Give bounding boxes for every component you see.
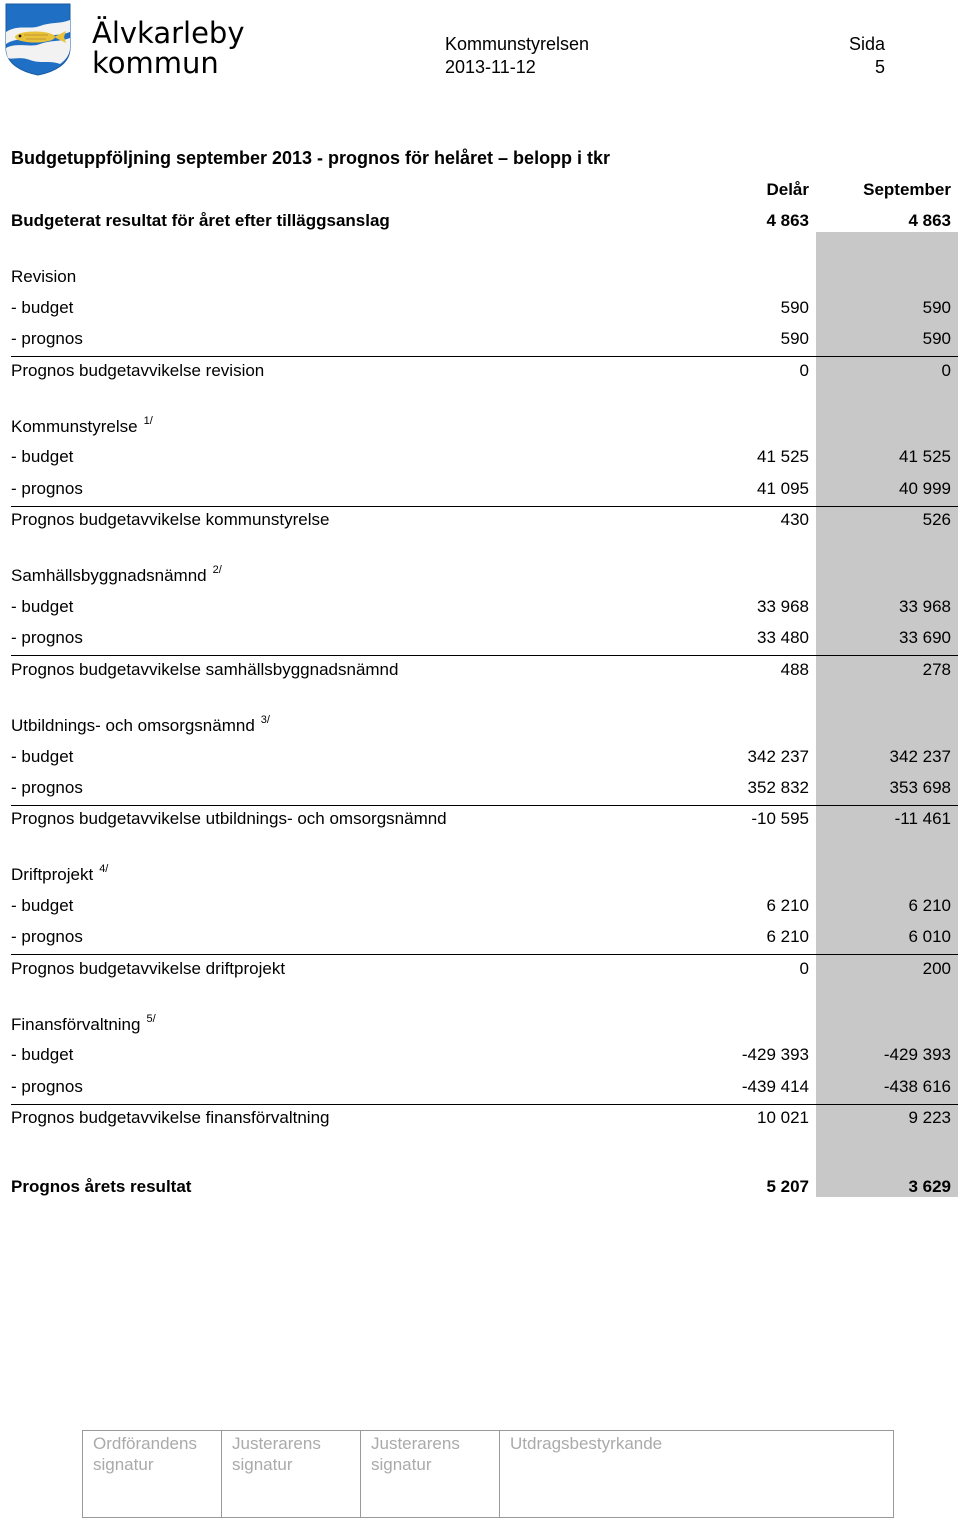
september-value: -438 616 <box>883 1077 951 1096</box>
signature-cell-sublabel: signatur <box>371 1455 432 1474</box>
column-header-september: September <box>863 180 951 199</box>
table-row <box>11 1076 951 1098</box>
subtotal-rule <box>11 356 958 357</box>
row-label-text: Budgeterat resultat för året efter tilläggsanslag <box>11 211 390 230</box>
section-heading-row <box>11 416 951 438</box>
row-label <box>11 328 83 350</box>
row-label <box>11 808 447 830</box>
table-row <box>11 777 951 799</box>
september-value: 41 525 <box>899 447 951 466</box>
signature-cell-certification <box>500 1431 893 1517</box>
section-heading-row <box>11 715 951 737</box>
row-label-text: - prognos <box>11 628 83 647</box>
row-label-text: - budget <box>11 597 74 616</box>
delar-value: 6 210 <box>766 896 809 915</box>
september-value: 278 <box>922 660 951 679</box>
september-value: 353 698 <box>889 778 951 797</box>
delar-value: 5 207 <box>766 1177 809 1196</box>
delar-value: 352 832 <box>747 778 809 797</box>
table-row <box>11 328 951 350</box>
row-label <box>11 958 285 980</box>
column-header-row <box>11 179 951 201</box>
subtotal-rule <box>11 655 958 656</box>
page-label: Sida <box>848 34 885 54</box>
table-row <box>11 958 951 980</box>
organization-name <box>92 18 245 78</box>
delar-value: 590 <box>780 329 809 348</box>
document-date: 2013-11-12 <box>445 57 536 77</box>
delar-value: -429 393 <box>741 1045 809 1064</box>
september-value: 3 629 <box>908 1177 951 1196</box>
section-heading-row <box>11 864 951 886</box>
delar-value: 33 480 <box>757 628 809 647</box>
row-label <box>11 777 83 799</box>
signature-cell-adjuster-1 <box>222 1431 361 1517</box>
row-label-text: - budget <box>11 747 74 766</box>
row-label-text: Prognos budgetavvikelse revision <box>11 361 265 380</box>
table-row <box>11 895 951 917</box>
delar-value: 0 <box>799 959 809 978</box>
september-value: 590 <box>922 298 951 317</box>
row-label-text: - budget <box>11 1045 74 1064</box>
organization-name-line1: Älvkarleby <box>92 16 245 50</box>
september-value: 33 968 <box>899 597 951 616</box>
row-label <box>11 266 76 288</box>
footnote-marker: 3/ <box>260 714 270 726</box>
delar-value: -10 595 <box>751 809 809 828</box>
september-value: -429 393 <box>883 1045 951 1064</box>
table-row <box>11 926 951 948</box>
report-title: Budgetuppföljning september 2013 - prognos för helåret – belopp i tkr <box>11 148 611 168</box>
row-label-text: Prognos budgetavvikelse finansförvaltning <box>11 1108 330 1127</box>
september-value: 40 999 <box>899 479 951 498</box>
row-label-text: Samhällsbyggnadsnämnd <box>11 566 207 585</box>
september-value: 9 223 <box>908 1108 951 1127</box>
september-value: 4 863 <box>908 211 951 230</box>
row-label <box>11 895 73 917</box>
row-label-text: - budget <box>11 298 74 317</box>
table-row <box>11 509 951 531</box>
table-row <box>11 659 951 681</box>
row-label <box>11 565 222 589</box>
row-label <box>11 478 83 500</box>
signature-cell-adjuster-2 <box>361 1431 500 1517</box>
row-label <box>11 416 153 440</box>
table-row <box>11 297 951 319</box>
signature-cell-sublabel: signatur <box>93 1455 154 1474</box>
signature-cell-label: Ordförandens <box>93 1434 197 1453</box>
section-heading-row <box>11 1014 951 1036</box>
page-number: 5 <box>874 57 885 77</box>
subtotal-rule <box>11 1104 958 1105</box>
row-label-text: Driftprojekt <box>11 865 94 884</box>
subtotal-rule <box>11 506 958 507</box>
september-value: 6 010 <box>908 927 951 946</box>
subtotal-rule <box>11 954 958 955</box>
row-label <box>11 1076 83 1098</box>
delar-value: 430 <box>780 510 809 529</box>
signature-table <box>82 1430 894 1518</box>
delar-value: 6 210 <box>766 927 809 946</box>
september-value: 590 <box>922 329 951 348</box>
september-value: 200 <box>922 959 951 978</box>
september-value: 6 210 <box>908 896 951 915</box>
row-label <box>11 659 398 681</box>
signature-cell-sublabel: signatur <box>232 1455 293 1474</box>
table-row <box>11 360 951 382</box>
row-label <box>11 1107 329 1129</box>
delar-value: 4 863 <box>766 211 809 230</box>
footnote-marker: 4/ <box>99 863 109 875</box>
table-row <box>11 808 951 830</box>
delar-value: 590 <box>780 298 809 317</box>
row-label <box>11 509 329 531</box>
delar-value: 41 095 <box>757 479 809 498</box>
row-label <box>11 1014 156 1038</box>
delar-value: 33 968 <box>757 597 809 616</box>
row-label-text: - prognos <box>11 479 83 498</box>
delar-value: 342 237 <box>747 747 809 766</box>
row-label-text: Prognos budgetavvikelse utbildnings- och omsorgsnämnd <box>11 809 447 828</box>
september-value: 526 <box>922 510 951 529</box>
table-row <box>11 1044 951 1066</box>
row-label-text: Utbildnings- och omsorgsnämnd <box>11 716 255 735</box>
row-label <box>11 297 73 319</box>
row-label-text: Prognos budgetavvikelse samhällsbyggnadsnämnd <box>11 660 399 679</box>
row-label-text: - budget <box>11 896 74 915</box>
delar-value: 41 525 <box>757 447 809 466</box>
row-label-text: Prognos budgetavvikelse kommunstyrelse <box>11 510 330 529</box>
delar-value: 10 021 <box>757 1108 809 1127</box>
organization-name-line2: kommun <box>92 46 219 80</box>
signature-cell-label: Utdragsbestyrkande <box>510 1434 663 1453</box>
delar-value: -439 414 <box>741 1077 809 1096</box>
footnote-marker: 5/ <box>146 1013 156 1025</box>
row-label-text: - budget <box>11 447 74 466</box>
section-heading-row <box>11 565 951 587</box>
row-label <box>11 864 108 888</box>
footnote-marker: 1/ <box>143 415 153 427</box>
row-label-text: - prognos <box>11 1077 83 1096</box>
row-label-text: Kommunstyrelse <box>11 417 138 436</box>
row-label-text: - prognos <box>11 778 83 797</box>
row-label-text: - prognos <box>11 927 83 946</box>
signature-cell-label: Justerarens <box>232 1434 321 1453</box>
signature-cell-chair <box>83 1431 222 1517</box>
row-label <box>11 1044 73 1066</box>
signature-cell-label: Justerarens <box>371 1434 460 1453</box>
row-label <box>11 210 390 232</box>
row-label-text: Revision <box>11 267 77 286</box>
table-row <box>11 210 951 232</box>
table-row <box>11 596 951 618</box>
table-row <box>11 746 951 768</box>
section-heading-row <box>11 266 951 288</box>
footnote-marker: 2/ <box>212 564 222 576</box>
row-label-text: - prognos <box>11 329 83 348</box>
september-value: 33 690 <box>899 628 951 647</box>
row-label <box>11 627 83 649</box>
september-value: 342 237 <box>889 747 951 766</box>
row-label-text: Finansförvaltning <box>11 1015 141 1034</box>
row-label <box>11 1176 191 1198</box>
municipal-coat-of-arms-logo <box>4 2 72 76</box>
september-value: -11 461 <box>894 809 951 828</box>
row-label <box>11 715 270 739</box>
row-label <box>11 446 73 468</box>
delar-value: 488 <box>780 660 809 679</box>
department-name: Kommunstyrelsen <box>445 34 590 54</box>
row-label <box>11 746 73 768</box>
row-label <box>11 926 83 948</box>
table-row <box>11 478 951 500</box>
row-label <box>11 596 73 618</box>
table-row <box>11 1176 951 1198</box>
delar-value: 0 <box>799 361 809 380</box>
subtotal-rule <box>11 805 958 806</box>
row-label <box>11 360 264 382</box>
row-label-text: Prognos budgetavvikelse driftprojekt <box>11 959 286 978</box>
column-header-delar: Delår <box>766 180 809 199</box>
table-row <box>11 1107 951 1129</box>
table-row <box>11 627 951 649</box>
row-label-text: Prognos årets resultat <box>11 1177 192 1196</box>
september-value: 0 <box>941 361 951 380</box>
table-row <box>11 446 951 468</box>
